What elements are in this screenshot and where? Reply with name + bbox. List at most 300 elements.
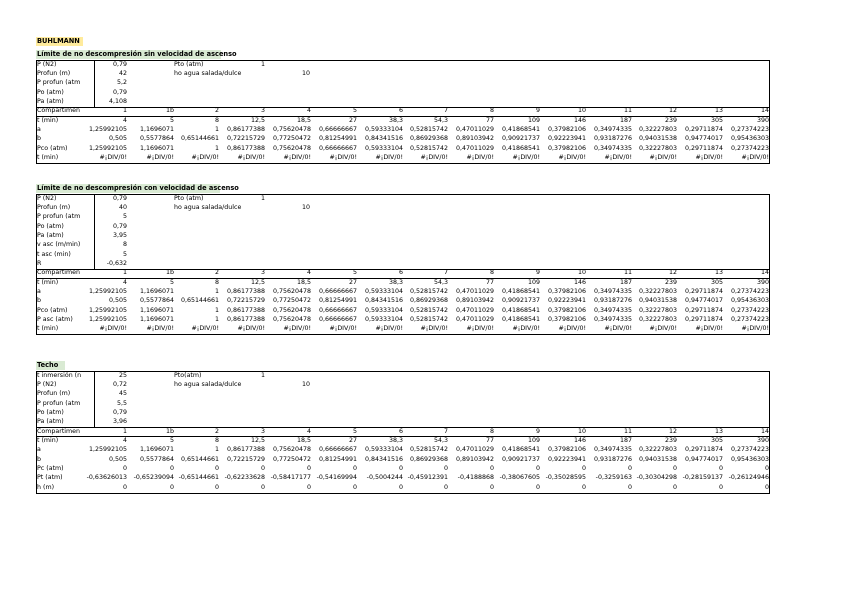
table-cell: 1 [214, 446, 219, 454]
table-cell: 0 [489, 465, 494, 472]
table-cell: -0,3259163 [595, 474, 632, 482]
table-cell: 0,29711874 [684, 288, 723, 295]
table-cell: 14 [760, 269, 769, 277]
table-cell: #¡DIV/0! [420, 325, 448, 333]
table-row-label: t (min) [37, 278, 59, 286]
param-value: 0,79 [112, 60, 127, 68]
table-cell: 4 [122, 278, 127, 286]
table-cell: 0,75620478 [272, 288, 311, 295]
table-cell: 0,94031538 [638, 455, 677, 463]
table-cell: -0,45912391 [407, 474, 448, 482]
table-cell: 0,29711874 [684, 446, 723, 454]
table-cell: 0,27374223 [730, 446, 769, 454]
table-cell: 0,41868541 [501, 446, 540, 454]
table-row-label: t (min) [37, 325, 59, 333]
table-cell: 0 [764, 465, 769, 472]
param-value: 0,79 [112, 88, 127, 96]
table-cell: -0,54169994 [316, 474, 357, 482]
table-cell: 0,84341516 [364, 297, 403, 305]
table-cell: #¡DIV/0! [512, 154, 540, 161]
table-cell: 305 [710, 278, 723, 286]
table-cell: 4 [306, 107, 311, 115]
table-cell: 239 [664, 116, 677, 124]
table-cell: 2 [214, 107, 219, 115]
table-cell: 9 [535, 107, 540, 115]
table-cell: 8 [489, 427, 494, 435]
table-cell: 0,77250472 [272, 135, 311, 143]
table-cell: 1 [214, 125, 219, 133]
table-cell: 0 [627, 465, 632, 472]
table-cell: 0,27374223 [730, 288, 769, 295]
table-cell: 2 [214, 269, 219, 277]
table-cell: #¡DIV/0! [283, 325, 311, 333]
table-cell: 0,90921737 [501, 455, 540, 463]
table-cell: 0,34974335 [593, 306, 632, 314]
table-cell: 4 [122, 116, 127, 124]
table-cell: 0,37982106 [547, 316, 586, 324]
table-cell: 1,25992105 [88, 306, 127, 314]
table-cell: 0,32227803 [638, 446, 677, 454]
table-cell: 1,25992105 [88, 144, 127, 152]
table-cell: 1,1696071 [139, 144, 174, 152]
table-cell: 0,72215729 [226, 455, 265, 463]
table-cell: 0,37982106 [547, 144, 586, 152]
table-cell: 0,505 [108, 455, 127, 463]
table-cell: 0,37982106 [547, 288, 586, 295]
table-cell: 0,95436303 [730, 297, 769, 305]
table-cell: 0,86177388 [226, 288, 265, 295]
table-cell: 0 [306, 465, 311, 472]
table-cell: 0,41868541 [501, 144, 540, 152]
table-cell: 1 [122, 269, 127, 277]
table-cell: 4 [306, 427, 311, 435]
table-cell: 0,5577864 [139, 455, 174, 463]
table-row-label: Pco (atm) [37, 306, 68, 314]
table-row-label: b [37, 297, 41, 305]
table-cell: 14 [760, 427, 769, 435]
table-cell: 0 [672, 465, 677, 472]
table-cell: 5 [352, 107, 357, 115]
table-cell: 77 [485, 278, 494, 286]
table-cell: 1,25992105 [88, 288, 127, 295]
table-cell: 0,81254991 [318, 455, 357, 463]
table-cell: 0,90921737 [501, 135, 540, 143]
table-cell: 0 [122, 483, 127, 491]
table-cell: 0,5577864 [139, 297, 174, 305]
table-cell: 0,41868541 [501, 125, 540, 133]
table-cell: 11 [623, 269, 632, 277]
table-cell: -0,58417177 [270, 474, 311, 482]
table-cell: 0,52815742 [409, 288, 448, 295]
param-label: R [37, 259, 42, 267]
table-cell: 390 [756, 436, 769, 444]
param-value: 0,79 [112, 222, 127, 230]
table-cell: 239 [664, 278, 677, 286]
table-cell: 0,75620478 [272, 144, 311, 152]
table-cell: 18,5 [296, 116, 311, 124]
table-cell: 0,86177388 [226, 446, 265, 454]
table-cell: 0,29711874 [684, 316, 723, 324]
table-cell: #¡DIV/0! [146, 154, 174, 161]
table-cell: 0,92223941 [547, 135, 586, 143]
table-cell: 0 [214, 465, 219, 472]
table-cell: 0 [398, 465, 403, 472]
param-label: P profun (atm [37, 79, 81, 87]
table-cell: #¡DIV/0! [649, 154, 677, 161]
table-cell: 8 [214, 436, 219, 444]
table-cell: 0,32227803 [638, 144, 677, 152]
table-cell: 1,1696071 [139, 125, 174, 133]
table-cell: 0 [718, 465, 723, 472]
table-cell: 0,34974335 [593, 144, 632, 152]
table-cell: 0 [169, 483, 174, 491]
table-cell: 0,27374223 [730, 125, 769, 133]
table-cell: 10 [577, 107, 586, 115]
table-row-label: b [37, 455, 41, 463]
table-cell: 109 [527, 278, 540, 286]
table-cell: 0,32227803 [638, 306, 677, 314]
table-cell: #¡DIV/0! [375, 154, 403, 161]
table-cell: 239 [664, 436, 677, 444]
table-cell: #¡DIV/0! [695, 154, 723, 161]
table-cell: 187 [619, 116, 632, 124]
table-cell: 0,37982106 [547, 125, 586, 133]
table-cell: 0,59333104 [364, 125, 403, 133]
table-cell: 8 [489, 269, 494, 277]
table-cell: 0,81254991 [318, 297, 357, 305]
table-row-label: Pco (atm) [37, 144, 68, 152]
table-cell: 0,41868541 [501, 316, 540, 324]
table-cell: 0 [443, 483, 448, 491]
table-cell: 0,37982106 [547, 306, 586, 314]
table-cell: 0,66666667 [318, 446, 357, 454]
table-cell: 13 [714, 269, 723, 277]
table-row-label: b [37, 135, 41, 143]
table-cell: 0,52815742 [409, 446, 448, 454]
param-value: 5 [122, 213, 127, 221]
table-cell: 0,65144661 [180, 135, 219, 143]
param-extra-label: Pto(atm) [174, 371, 202, 379]
table-cell: 6 [398, 427, 403, 435]
table-cell: 1,1696071 [139, 306, 174, 314]
table-cell: #¡DIV/0! [604, 325, 632, 333]
table-cell: 9 [535, 269, 540, 277]
table-cell: #¡DIV/0! [191, 154, 219, 161]
table-cell: 1,1696071 [139, 446, 174, 454]
table-cell: 1b [165, 269, 174, 277]
table-cell: 0 [489, 483, 494, 491]
table-cell: 187 [619, 278, 632, 286]
table-cell: 54,3 [433, 278, 448, 286]
table-cell: 18,5 [296, 278, 311, 286]
param-value: 45 [118, 390, 127, 398]
table-cell: #¡DIV/0! [329, 154, 357, 161]
param-label: t asc (min) [37, 250, 71, 258]
table-cell: 390 [756, 278, 769, 286]
table-cell: 0,84341516 [364, 455, 403, 463]
table-cell: 0,41868541 [501, 288, 540, 295]
param-value: 4,108 [108, 97, 127, 105]
param-label: Profun (m) [37, 69, 71, 77]
table-cell: 1 [214, 306, 219, 314]
table-cell: 12 [668, 269, 677, 277]
table-cell: 7 [443, 427, 448, 435]
table-cell: 1 [122, 427, 127, 435]
table-cell: 0,75620478 [272, 446, 311, 454]
param-value: 5 [122, 250, 127, 258]
table-cell: 1b [165, 427, 174, 435]
table-row-label: h (m) [37, 483, 55, 491]
table-cell: 0,65144661 [180, 297, 219, 305]
param-value: 0,79 [112, 408, 127, 416]
table-cell: 7 [443, 269, 448, 277]
table-cell: 0,41868541 [501, 306, 540, 314]
table-cell: 0,29711874 [684, 306, 723, 314]
table-cell: 12,5 [250, 436, 265, 444]
table-cell: 0 [306, 483, 311, 491]
param-value: 0,72 [112, 380, 127, 388]
param-value: 25 [118, 371, 127, 379]
table-cell: 146 [573, 436, 586, 444]
table-cell: -0,63626013 [86, 474, 127, 482]
table-cell: #¡DIV/0! [558, 325, 586, 333]
param-label: Profun (m) [37, 390, 71, 398]
table-cell: 0,27374223 [730, 316, 769, 324]
table-cell: 54,3 [433, 116, 448, 124]
param-label: Po (atm) [37, 88, 64, 96]
table-cell: 0,32227803 [638, 125, 677, 133]
table-cell: 8 [489, 107, 494, 115]
sheet-title: BUHLMANN [36, 37, 83, 46]
table-cell: #¡DIV/0! [237, 154, 265, 161]
table-cell: 0,77250472 [272, 455, 311, 463]
param-extra-value: 1 [260, 371, 265, 379]
table-cell: 1 [214, 288, 219, 295]
table-cell: 3 [260, 269, 265, 277]
table-cell: 10 [577, 427, 586, 435]
table-cell: 27 [348, 116, 357, 124]
table-cell: 0,92223941 [547, 297, 586, 305]
table-cell: 109 [527, 436, 540, 444]
table-cell: #¡DIV/0! [191, 325, 219, 333]
table-cell: 146 [573, 116, 586, 124]
table-cell: 0,52815742 [409, 125, 448, 133]
table-cell: 0,95436303 [730, 455, 769, 463]
table-cell: -0,65239094 [133, 474, 174, 482]
table-cell: 109 [527, 116, 540, 124]
param-extra-value: 1 [260, 194, 265, 202]
table-cell: 0 [581, 465, 586, 472]
table-cell: 0,37982106 [547, 446, 586, 454]
table-row-label: a [37, 125, 41, 133]
table-cell: 0,59333104 [364, 306, 403, 314]
table-cell: #¡DIV/0! [420, 154, 448, 161]
table-cell: #¡DIV/0! [466, 154, 494, 161]
table-cell: 0,93187276 [593, 135, 632, 143]
param-extra-label: Pto (atm) [174, 194, 204, 202]
table-row-label: Pt (atm) [37, 474, 63, 482]
param-extra-value: 10 [301, 380, 310, 388]
table-cell: 1 [214, 144, 219, 152]
param-value: -0,632 [106, 259, 127, 267]
table-cell: 1,25992105 [88, 125, 127, 133]
table-cell: 0,34974335 [593, 446, 632, 454]
table-cell: 0,65144661 [180, 455, 219, 463]
table-cell: 187 [619, 436, 632, 444]
param-label: Profun (m) [37, 203, 71, 211]
param-value: 5,5 [116, 399, 127, 407]
table-cell: 0,93187276 [593, 297, 632, 305]
table-cell: 0,34974335 [593, 125, 632, 133]
table-cell: 0,59333104 [364, 288, 403, 295]
table-cell: 1 [214, 316, 219, 324]
table-cell: 0 [398, 483, 403, 491]
table-cell: 0,86929368 [409, 135, 448, 143]
table-cell: 0,90921737 [501, 297, 540, 305]
table-cell: 0,47011029 [455, 288, 494, 295]
table-cell: 1b [165, 107, 174, 115]
table-cell: 12 [668, 427, 677, 435]
table-cell: 0,47011029 [455, 125, 494, 133]
table-cell: 0,52815742 [409, 306, 448, 314]
param-extra-label: ho agua salada/dulce [174, 69, 242, 77]
table-cell: 1,25992105 [88, 446, 127, 454]
table-cell: 0,505 [108, 135, 127, 143]
table-cell: 1,1696071 [139, 316, 174, 324]
table-cell: 54,3 [433, 436, 448, 444]
table-cell: 1,1696071 [139, 288, 174, 295]
param-label: P (N2) [37, 194, 57, 202]
table-cell: 0 [581, 483, 586, 491]
table-cell: 5 [352, 427, 357, 435]
table-row-label: Compartimen [37, 269, 81, 277]
table-cell: 0,52815742 [409, 316, 448, 324]
table-cell: -0,5004244 [366, 474, 403, 482]
table-cell: 0,505 [108, 297, 127, 305]
table-cell: -0,26124946 [728, 474, 769, 482]
table-cell: 0 [535, 483, 540, 491]
table-cell: -0,4188868 [457, 474, 494, 482]
table-cell: 0 [352, 483, 357, 491]
table-cell: #¡DIV/0! [604, 154, 632, 161]
table-cell: 0 [260, 465, 265, 472]
table-cell: 2 [214, 427, 219, 435]
table-cell: 8 [214, 116, 219, 124]
table-cell: 1 [122, 107, 127, 115]
table-cell: 0 [535, 465, 540, 472]
table-cell: #¡DIV/0! [375, 325, 403, 333]
table-cell: 0,66666667 [318, 306, 357, 314]
table-cell: #¡DIV/0! [558, 154, 586, 161]
table-cell: 0,89103942 [455, 297, 494, 305]
table-cell: 1,25992105 [88, 316, 127, 324]
table-cell: 0,59333104 [364, 316, 403, 324]
table-cell: 0,34974335 [593, 288, 632, 295]
param-label: P profun (atm [37, 213, 81, 221]
table-cell: #¡DIV/0! [741, 154, 769, 161]
table-cell: 0,75620478 [272, 306, 311, 314]
table-cell: 0,81254991 [318, 135, 357, 143]
param-label: t inmersión (n [37, 371, 82, 379]
table-cell: 38,3 [388, 116, 403, 124]
table-cell: #¡DIV/0! [99, 325, 127, 333]
table-cell: 0,59333104 [364, 144, 403, 152]
table-cell: 0,5577864 [139, 135, 174, 143]
table-cell: 0,29711874 [684, 144, 723, 152]
table-cell: 0,52815742 [409, 144, 448, 152]
table-cell: 0,92223941 [547, 455, 586, 463]
table-cell: 10 [577, 269, 586, 277]
table-cell: 0,75620478 [272, 316, 311, 324]
table-cell: 9 [535, 427, 540, 435]
param-label: Pa (atm) [37, 231, 64, 239]
table-cell: 0,66666667 [318, 125, 357, 133]
table-cell: 3 [260, 427, 265, 435]
table-cell: #¡DIV/0! [99, 154, 127, 161]
param-label: v asc (m/min) [37, 241, 81, 249]
param-extra-value: 10 [301, 69, 310, 77]
table-row-label: Compartimen [37, 107, 81, 115]
param-label: P (N2) [37, 380, 57, 388]
table-cell: 0,94031538 [638, 135, 677, 143]
table-cell: 0,94774017 [684, 135, 723, 143]
table-cell: 12,5 [250, 116, 265, 124]
table-row-label: P asc (atm) [37, 316, 73, 324]
table-cell: #¡DIV/0! [649, 325, 677, 333]
table-row-label: t (min) [37, 154, 59, 161]
table-cell: 0,86929368 [409, 297, 448, 305]
table-cell: #¡DIV/0! [466, 325, 494, 333]
table-cell: 0 [169, 465, 174, 472]
table-cell: 0 [352, 465, 357, 472]
table-cell: 0,86177388 [226, 144, 265, 152]
table-cell: 0,47011029 [455, 306, 494, 314]
table-cell: -0,38067605 [499, 474, 540, 482]
param-value: 42 [118, 69, 127, 77]
table-cell: #¡DIV/0! [512, 325, 540, 333]
table-cell: #¡DIV/0! [695, 325, 723, 333]
table-cell: 0 [672, 483, 677, 491]
table-cell: 0,66666667 [318, 316, 357, 324]
table-cell: 0,27374223 [730, 144, 769, 152]
table-cell: 0,66666667 [318, 288, 357, 295]
param-label: Po (atm) [37, 222, 64, 230]
table-row-label: a [37, 446, 41, 454]
table-cell: 6 [398, 107, 403, 115]
table-cell: 13 [714, 107, 723, 115]
param-extra-label: ho agua salada/dulce [174, 203, 242, 211]
param-value: 3,95 [112, 231, 127, 239]
table-cell: #¡DIV/0! [741, 325, 769, 333]
table-cell: #¡DIV/0! [283, 154, 311, 161]
table-cell: 0,75620478 [272, 125, 311, 133]
table-cell: 305 [710, 436, 723, 444]
table-cell: 390 [756, 116, 769, 124]
table-row-label: Compartimen [37, 427, 81, 435]
section-heading: Límite de no descompresión sin velocidad de ascenso [37, 50, 237, 58]
table-cell: 27 [348, 436, 357, 444]
table-cell: 0,72215729 [226, 135, 265, 143]
table-cell: 0,66666667 [318, 144, 357, 152]
table-cell: 0,89103942 [455, 455, 494, 463]
table-cell: 4 [122, 436, 127, 444]
table-cell: 0,72215729 [226, 297, 265, 305]
table-row-label: t (min) [37, 116, 59, 124]
table-cell: 0,94774017 [684, 455, 723, 463]
table-cell: 0,27374223 [730, 306, 769, 314]
table-cell: 5 [352, 269, 357, 277]
param-label: P (N2) [37, 60, 57, 68]
